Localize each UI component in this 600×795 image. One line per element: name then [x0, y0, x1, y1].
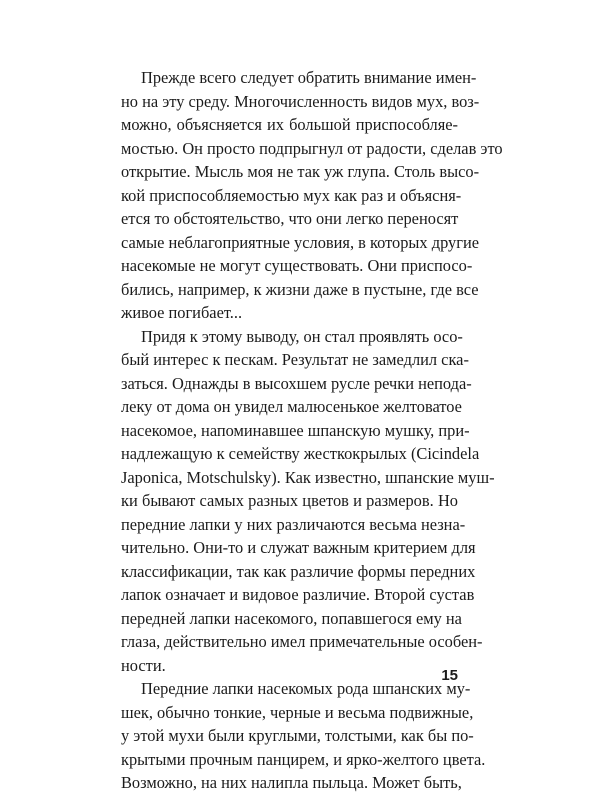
text-line: кой приспособляемостью мух как раз и объясня- [121, 185, 462, 205]
text-line: заться. Однажды в высохшем русле речки непода- [121, 373, 472, 393]
text-line: леку от дома он увидел малюсенькое желтоватое [121, 397, 462, 416]
page-number: 15 [441, 667, 458, 684]
text-line: шек, обычно тонкие, черные и весьма подвижные, [121, 702, 474, 722]
text-line: живое погибает... [121, 303, 243, 322]
text-line: глаза, действительно имел примечательные особен- [121, 632, 483, 651]
text-line: бились, например, к жизни даже в пустыне, где все [121, 279, 479, 299]
text-line: самые неблагоприятные условия, в которых другие [121, 232, 480, 252]
text-line: передние лапки у них различаются весьма незна- [121, 514, 466, 534]
text-line: передней лапки насекомого, попавшегося ему на [121, 608, 462, 628]
text-line: ки бывают самых разных цветов и размеров. Но [121, 491, 458, 510]
text-line: ности. [121, 655, 166, 675]
text-line: лапок означает и видовое различие. Второй сустав [121, 585, 475, 604]
text-line: классификации, так как различие формы передних [121, 561, 476, 581]
body-text [121, 66, 503, 795]
text-line: насекомое, напоминавшее шпанскую мушку, при- [121, 420, 470, 440]
paragraph-3 [121, 677, 486, 795]
text-line: Передние лапки насекомых рода шпанских му- [141, 679, 471, 698]
text-line: ется то обстоятельство, что они легко переносят [121, 209, 459, 228]
text-line: Japonica, Motschulsky). Как известно, шпанские муш- [121, 467, 495, 487]
paragraph-1 [121, 66, 503, 325]
text-line: надлежащую к семейству жесткокрылых (Cicindela [121, 444, 480, 463]
text-line: мостью. Он просто подпрыгнул от радости, сделав это [121, 138, 503, 158]
paragraph-2 [121, 325, 495, 678]
text-line: Прежде всего следует обратить внимание имен- [141, 68, 477, 87]
text-line: открытие. Мысль моя не так уж глупа. Столь высо- [121, 162, 480, 181]
text-line: можно, объясняется их большой приспособляе- [121, 115, 458, 134]
text-line: у этой мухи были круглыми, толстыми, как бы по- [121, 726, 474, 745]
text-line: Придя к этому выводу, он стал проявлять осо- [141, 326, 463, 346]
text-line: бый интерес к пескам. Результат не замедлил ска- [121, 350, 469, 369]
text-line: чительно. Они-то и служат важным критерием для [121, 538, 476, 557]
text-line: но на эту среду. Многочисленность видов мух, воз- [121, 91, 480, 111]
text-line: крытыми прочным панцирем, и ярко-желтого цвета. [121, 749, 486, 769]
text-line: Возможно, на них налипла пыльца. Может быть, [121, 773, 462, 792]
text-line: насекомые не могут существовать. Они приспосо- [121, 256, 473, 275]
